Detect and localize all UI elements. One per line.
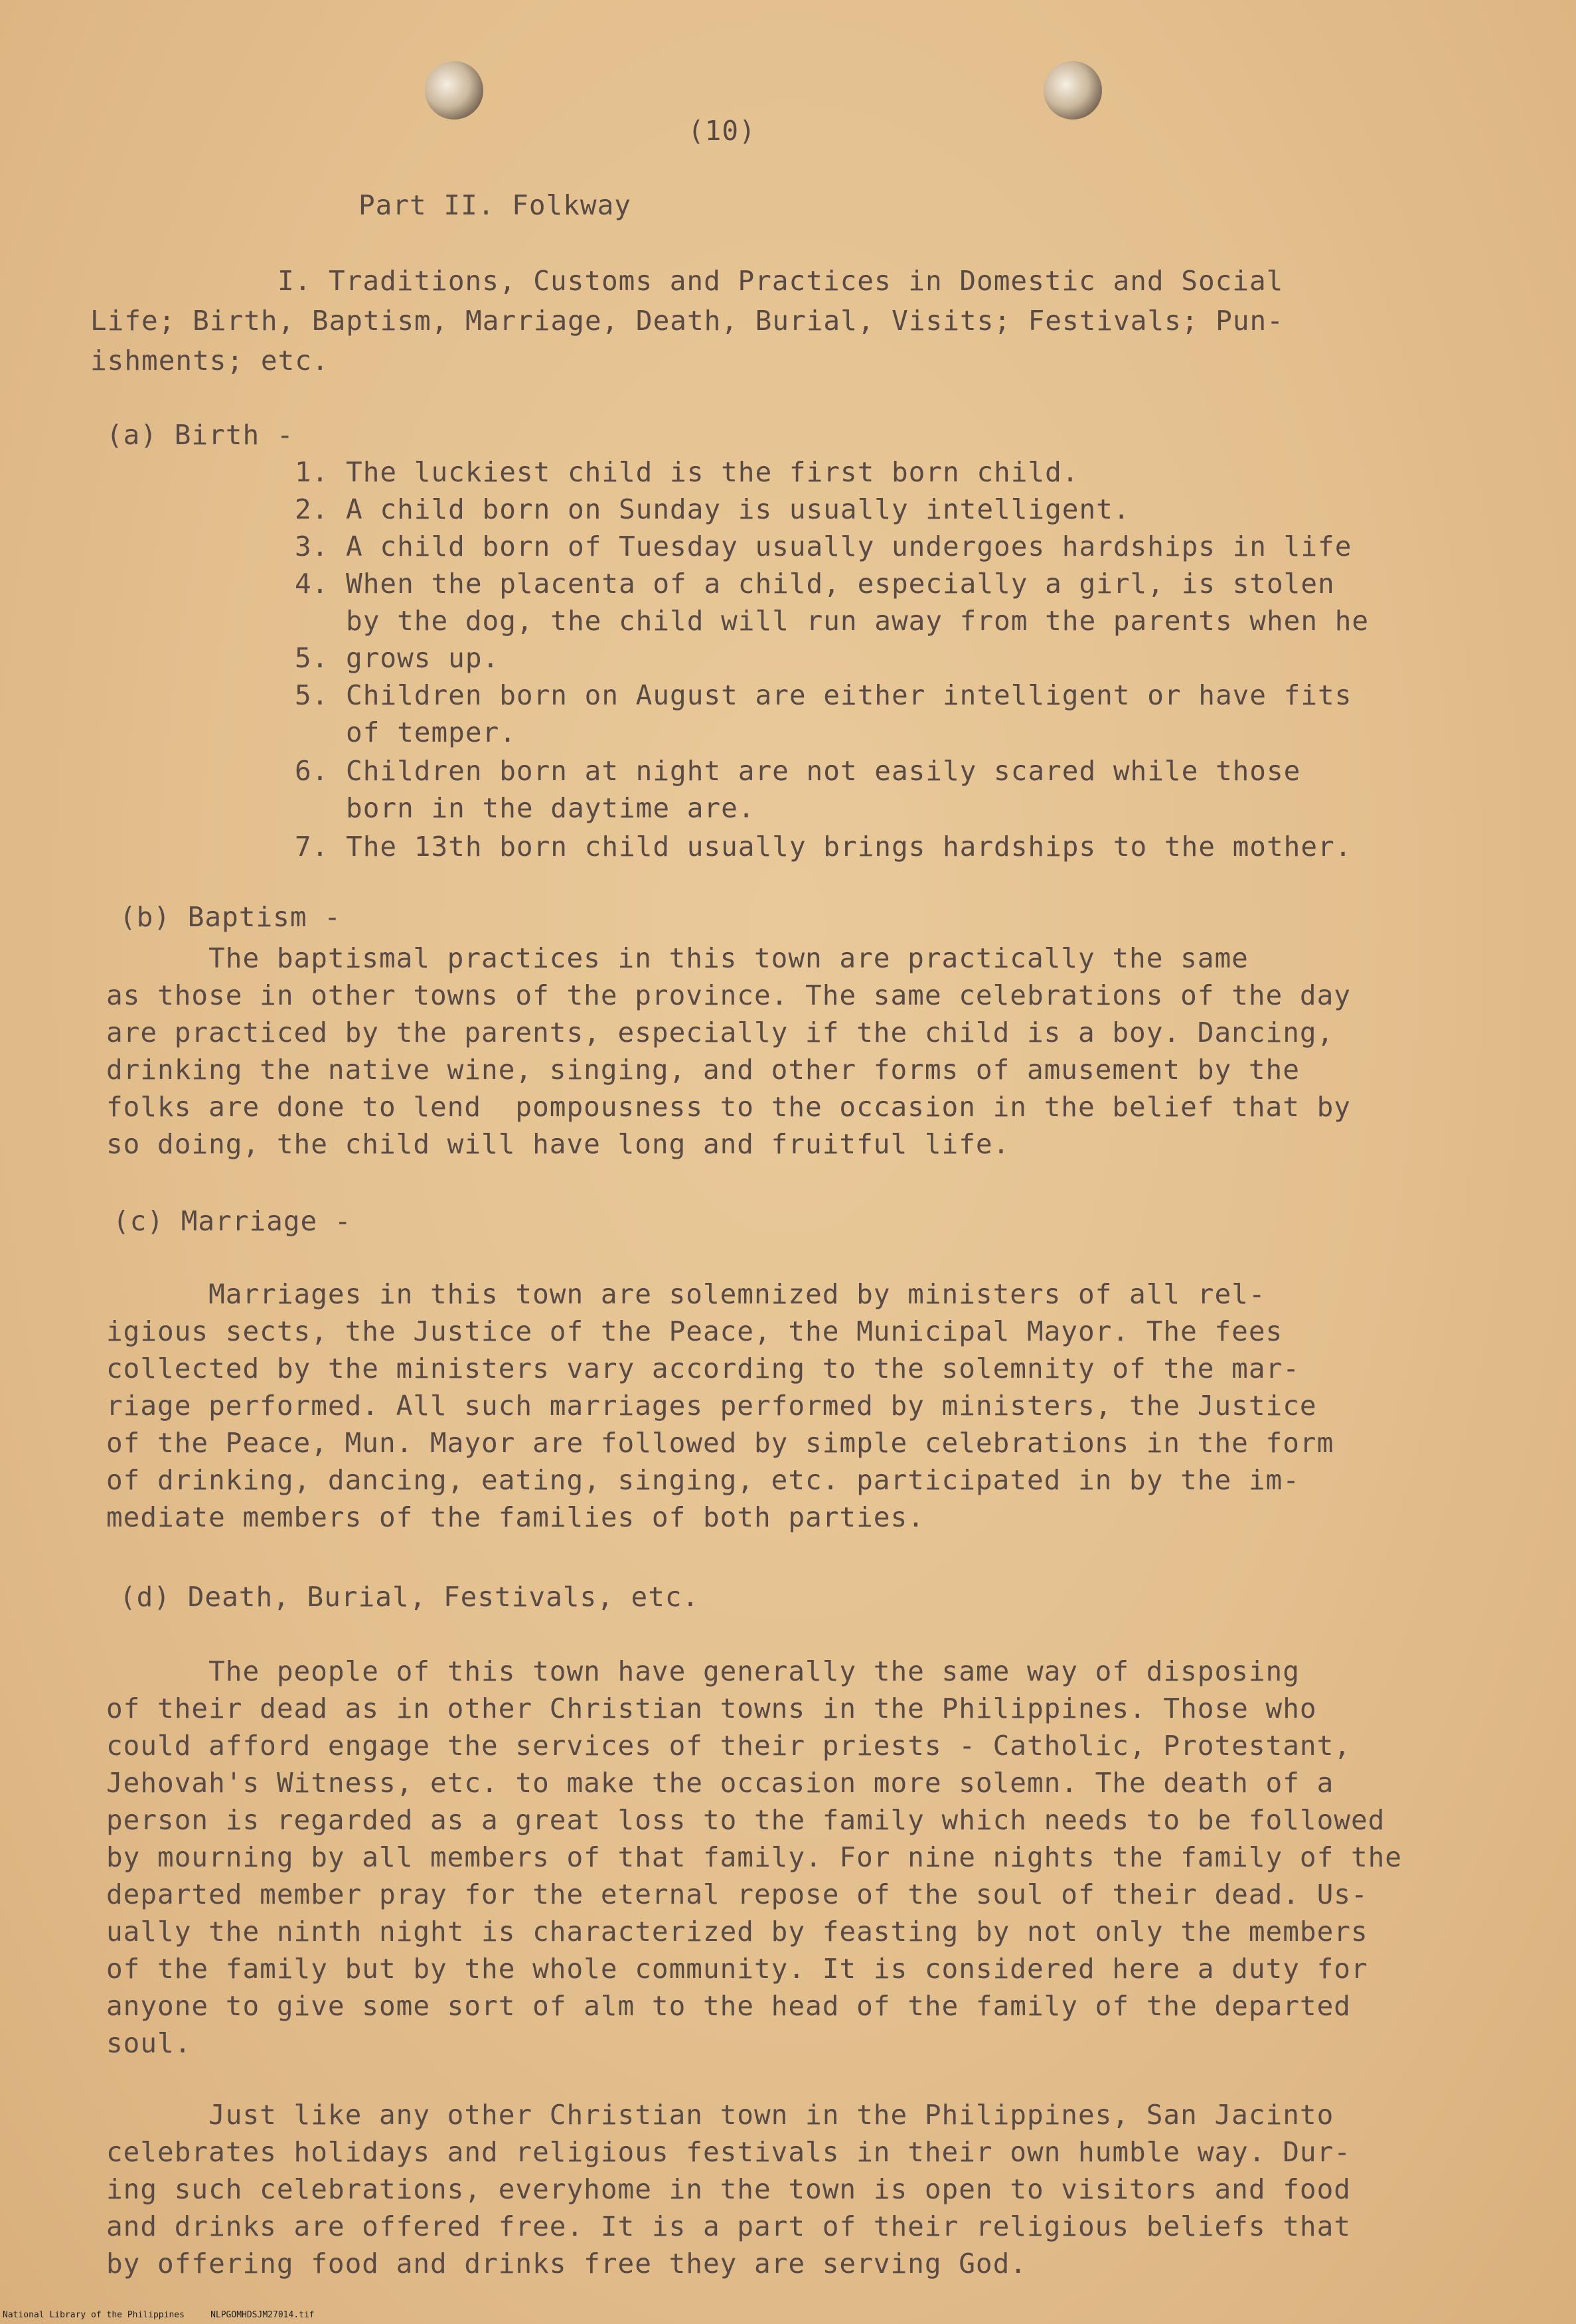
death-line: of their dead as in other Christian towns in the Philippines. Those who — [106, 1693, 1317, 1724]
punch-hole-right — [1044, 61, 1102, 120]
marriage-line: of the Peace, Mun. Mayor are followed by simple celebrations in the form — [106, 1427, 1334, 1459]
baptism-line: are practiced by the parents, especially if the child is a boy. Dancing, — [106, 1017, 1334, 1048]
death-line: by mourning by all members of that family. For nine nights the family of the — [106, 1841, 1402, 1873]
death-line: anyone to give some sort of alm to the head of the family of the departed — [106, 1990, 1351, 2022]
intro-line-1: I. Traditions, Customs and Practices in Domestic and Social — [277, 265, 1284, 297]
marriage-line: riage performed. All such marriages performed by ministers, the Justice — [106, 1390, 1317, 1422]
festivals-line: ing such celebrations, everyhome in the town is open to visitors and food — [106, 2173, 1351, 2205]
baptism-line: The baptismal practices in this town are practically the same — [106, 942, 1249, 974]
death-line: The people of this town have generally the same way of disposing — [106, 1655, 1300, 1687]
festivals-line: and drinks are offered free. It is a part of their religious beliefs that — [106, 2210, 1351, 2242]
death-line: Jehovah's Witness, etc. to make the occasion more solemn. The death of a — [106, 1767, 1334, 1799]
section-heading-birth: (a) Birth - — [106, 419, 294, 451]
birth-line: 3. A child born of Tuesday usually undergoes hardships in life — [295, 531, 1352, 562]
marriage-line: collected by the ministers vary according to the solemnity of the mar- — [106, 1353, 1300, 1384]
birth-line: 5. grows up. — [295, 642, 500, 674]
death-line: person is regarded as a great loss to the family which needs to be followed — [106, 1804, 1385, 1836]
death-line: soul. — [106, 2027, 192, 2059]
death-line: of the family but by the whole community. It is considered here a duty for — [106, 1953, 1368, 1985]
birth-line: 7. The 13th born child usually brings hardships to the mother. — [295, 831, 1352, 863]
death-line: departed member pray for the eternal repose of the soul of their dead. Us- — [106, 1878, 1368, 1910]
birth-line: 5. Children born on August are either intelligent or have fits — [295, 679, 1352, 711]
birth-line: by the dog, the child will run away from the parents when he — [295, 605, 1370, 637]
baptism-line: drinking the native wine, singing, and other forms of amusement by the — [106, 1054, 1300, 1086]
intro-line-3: ishments; etc. — [90, 345, 329, 376]
birth-line: of temper. — [295, 716, 516, 748]
birth-line: 1. The luckiest child is the first born child. — [295, 456, 1079, 488]
birth-line: 2. A child born on Sunday is usually intelligent. — [295, 493, 1131, 525]
festivals-line: by offering food and drinks free they are serving God. — [106, 2248, 1027, 2280]
part-title: Part II. Folkway — [358, 189, 631, 221]
marriage-line: of drinking, dancing, eating, singing, etc. participated in by the im- — [106, 1464, 1300, 1496]
death-line: could afford engage the services of their priests - Catholic, Protestant, — [106, 1730, 1351, 1762]
archive-footer: National Library of the Philippines NLPGOMHDSJM27014.tif — [3, 2310, 315, 2320]
baptism-line: folks are done to lend pompousness to the occasion in the belief that by — [106, 1091, 1351, 1123]
baptism-line: so doing, the child will have long and fruitful life. — [106, 1128, 1010, 1160]
birth-line: born in the daytime are. — [295, 792, 755, 824]
birth-line: 6. Children born at night are not easily scared while those — [295, 755, 1301, 787]
section-heading-death: (d) Death, Burial, Festivals, etc. — [119, 1581, 700, 1613]
section-heading-baptism: (b) Baptism - — [119, 901, 341, 933]
death-line: ually the ninth night is characterized by feasting by not only the members — [106, 1916, 1368, 1948]
festivals-line: Just like any other Christian town in the Philippines, San Jacinto — [106, 2099, 1334, 2131]
marriage-line: mediate members of the families of both parties. — [106, 1501, 925, 1533]
marriage-line: igious sects, the Justice of the Peace, the Municipal Mayor. The fees — [106, 1315, 1283, 1347]
birth-line: 4. When the placenta of a child, especially a girl, is stolen — [295, 568, 1335, 600]
page-number: (10) — [688, 115, 756, 147]
punch-hole-left — [425, 61, 483, 120]
section-heading-marriage: (c) Marriage - — [113, 1205, 352, 1237]
baptism-line: as those in other towns of the province. The same celebrations of the day — [106, 979, 1351, 1011]
marriage-line: Marriages in this town are solemnized by ministers of all rel- — [106, 1278, 1266, 1310]
festivals-line: celebrates holidays and religious festivals in their own humble way. Dur- — [106, 2136, 1351, 2168]
intro-line-2: Life; Birth, Baptism, Marriage, Death, Burial, Visits; Festivals; Pun- — [90, 305, 1284, 337]
